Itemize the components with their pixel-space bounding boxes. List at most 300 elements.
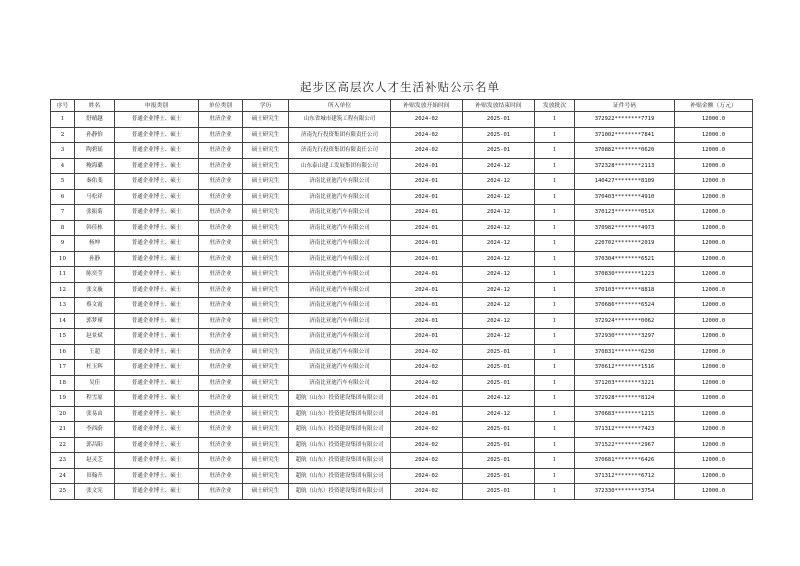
cell-id-number: 371002********7841	[575, 127, 675, 143]
document-title: 起步区高层次人才生活补贴公示名单	[300, 80, 500, 94]
cell-end-date: 2024-12	[463, 282, 535, 298]
cell-name: 舒晴越	[75, 112, 115, 128]
cell-start-date: 2024-01	[391, 298, 463, 314]
cell-batch: 1	[535, 422, 575, 438]
cell-amount: 12000.0	[675, 158, 753, 174]
cell-id-number: 370683********1215	[575, 406, 675, 422]
cell-start-date: 2024-01	[391, 158, 463, 174]
table-row	[51, 189, 753, 205]
cell-end-date: 2025-01	[463, 360, 535, 376]
cell-id-number: 370982********4973	[575, 220, 675, 236]
cell-education: 硕士研究生	[243, 298, 289, 314]
cell-education: 硕士研究生	[243, 453, 289, 469]
cell-start-date: 2024-02	[391, 375, 463, 391]
cell-end-date: 2024-12	[463, 313, 535, 329]
cell-end-date: 2025-01	[463, 127, 535, 143]
cell-id-number: 372930********3297	[575, 329, 675, 345]
cell-index: 21	[51, 422, 75, 438]
cell-id-number: 371522********2967	[575, 437, 675, 453]
cell-amount: 12000.0	[675, 205, 753, 221]
cell-batch: 1	[535, 267, 575, 283]
cell-unit-type: 驻济企业	[199, 189, 243, 205]
cell-amount: 12000.0	[675, 422, 753, 438]
cell-unit-type: 驻济企业	[199, 437, 243, 453]
cell-start-date: 2024-02	[391, 360, 463, 376]
cell-end-date: 2025-01	[463, 375, 535, 391]
cell-name: 陈奕莹	[75, 267, 115, 283]
cell-end-date: 2025-01	[463, 437, 535, 453]
cell-start-date: 2024-01	[391, 406, 463, 422]
cell-amount: 12000.0	[675, 453, 753, 469]
table-row	[51, 484, 753, 500]
cell-id-number: 370882********0620	[575, 143, 675, 159]
cell-id-number: 372928********8124	[575, 391, 675, 407]
cell-id-number: 371312********6712	[575, 468, 675, 484]
cell-employer: 山东省城市建筑工程有限公司	[289, 112, 391, 128]
table-row	[51, 375, 753, 391]
cell-id-number: 370831********6230	[575, 344, 675, 360]
cell-name: 赵景斌	[75, 329, 115, 345]
cell-index: 23	[51, 453, 75, 469]
cell-unit-type: 驻济企业	[199, 313, 243, 329]
cell-unit-type: 驻济企业	[199, 406, 243, 422]
cell-category: 普通企业博士、硕士	[115, 484, 199, 500]
header-education: 学历	[243, 100, 289, 112]
cell-index: 13	[51, 298, 75, 314]
cell-education: 硕士研究生	[243, 406, 289, 422]
cell-end-date: 2024-12	[463, 391, 535, 407]
cell-employer: 济南先行投资集团有限责任公司	[289, 143, 391, 159]
cell-batch: 1	[535, 344, 575, 360]
cell-education: 硕士研究生	[243, 422, 289, 438]
cell-unit-type: 驻济企业	[199, 282, 243, 298]
table-row	[51, 468, 753, 484]
table-row	[51, 127, 753, 143]
cell-amount: 12000.0	[675, 112, 753, 128]
cell-unit-type: 驻济企业	[199, 391, 243, 407]
cell-batch: 1	[535, 313, 575, 329]
cell-start-date: 2024-01	[391, 251, 463, 267]
cell-index: 12	[51, 282, 75, 298]
cell-category: 普通企业博士、硕士	[115, 406, 199, 422]
cell-category: 普通企业博士、硕士	[115, 453, 199, 469]
cell-index: 24	[51, 468, 75, 484]
table-row	[51, 344, 753, 360]
table-row	[51, 220, 753, 236]
cell-batch: 1	[535, 329, 575, 345]
cell-employer: 超航（山东）投资建设集团有限公司	[289, 406, 391, 422]
table-row	[51, 158, 753, 174]
cell-employer: 济南比亚迪汽车有限公司	[289, 251, 391, 267]
cell-name: 田翰升	[75, 468, 115, 484]
cell-name: 孙静	[75, 251, 115, 267]
cell-amount: 12000.0	[675, 484, 753, 500]
cell-name: 郭梦瑾	[75, 313, 115, 329]
cell-amount: 12000.0	[675, 391, 753, 407]
cell-employer: 超航（山东）投资建设集团有限公司	[289, 484, 391, 500]
cell-category: 普通企业博士、硕士	[115, 375, 199, 391]
cell-education: 硕士研究生	[243, 360, 289, 376]
cell-batch: 1	[535, 158, 575, 174]
table-header-row	[51, 100, 753, 112]
header-batch: 发放批次	[535, 100, 575, 112]
cell-start-date: 2024-02	[391, 484, 463, 500]
cell-amount: 12000.0	[675, 313, 753, 329]
cell-employer: 济南比亚迪汽车有限公司	[289, 329, 391, 345]
cell-name: 程雪原	[75, 391, 115, 407]
cell-index: 9	[51, 236, 75, 252]
cell-category: 普通企业博士、硕士	[115, 267, 199, 283]
header-name: 姓名	[75, 100, 115, 112]
header-id-number: 证件号码	[575, 100, 675, 112]
cell-start-date: 2024-01	[391, 313, 463, 329]
header-category: 申报类别	[115, 100, 199, 112]
cell-end-date: 2024-12	[463, 236, 535, 252]
cell-unit-type: 驻济企业	[199, 453, 243, 469]
cell-id-number: 371312********7423	[575, 422, 675, 438]
cell-amount: 12000.0	[675, 189, 753, 205]
cell-end-date: 2024-12	[463, 189, 535, 205]
cell-amount: 12000.0	[675, 329, 753, 345]
cell-unit-type: 驻济企业	[199, 220, 243, 236]
cell-id-number: 372328********2113	[575, 158, 675, 174]
cell-category: 普通企业博士、硕士	[115, 360, 199, 376]
cell-id-number: 370612********1516	[575, 360, 675, 376]
cell-category: 普通企业博士、硕士	[115, 220, 199, 236]
cell-employer: 济南比亚迪汽车有限公司	[289, 205, 391, 221]
cell-end-date: 2025-01	[463, 143, 535, 159]
cell-start-date: 2024-02	[391, 127, 463, 143]
cell-index: 4	[51, 158, 75, 174]
table-row	[51, 422, 753, 438]
cell-category: 普通企业博士、硕士	[115, 282, 199, 298]
cell-unit-type: 驻济企业	[199, 267, 243, 283]
header-amount: 补贴金额（万元）	[675, 100, 753, 112]
cell-batch: 1	[535, 484, 575, 500]
cell-amount: 12000.0	[675, 267, 753, 283]
cell-name: 陶碧瑶	[75, 143, 115, 159]
cell-unit-type: 驻济企业	[199, 329, 243, 345]
table-row	[51, 282, 753, 298]
cell-id-number: 372922********7719	[575, 112, 675, 128]
cell-employer: 济南比亚迪汽车有限公司	[289, 174, 391, 190]
cell-batch: 1	[535, 236, 575, 252]
cell-end-date: 2024-12	[463, 329, 535, 345]
cell-start-date: 2024-01	[391, 282, 463, 298]
cell-amount: 12000.0	[675, 236, 753, 252]
cell-amount: 12000.0	[675, 360, 753, 376]
cell-category: 普通企业博士、硕士	[115, 112, 199, 128]
cell-education: 硕士研究生	[243, 189, 289, 205]
cell-name: 鲍海璐	[75, 158, 115, 174]
cell-id-number: 372330********3754	[575, 484, 675, 500]
cell-amount: 12000.0	[675, 468, 753, 484]
header-end-date: 补贴发放结束时间	[463, 100, 535, 112]
cell-name: 孙静怡	[75, 127, 115, 143]
cell-index: 19	[51, 391, 75, 407]
cell-amount: 12000.0	[675, 298, 753, 314]
cell-end-date: 2025-01	[463, 344, 535, 360]
cell-start-date: 2024-01	[391, 205, 463, 221]
subsidy-roster-table	[50, 99, 753, 500]
cell-education: 硕士研究生	[243, 127, 289, 143]
cell-amount: 12000.0	[675, 406, 753, 422]
cell-end-date: 2024-12	[463, 205, 535, 221]
cell-employer: 济南比亚迪汽车有限公司	[289, 267, 391, 283]
cell-index: 6	[51, 189, 75, 205]
cell-index: 3	[51, 143, 75, 159]
table-body	[51, 112, 753, 500]
cell-category: 普通企业博士、硕士	[115, 143, 199, 159]
header-employer: 所入单位	[289, 100, 391, 112]
cell-name: 赵灵芝	[75, 453, 115, 469]
cell-employer: 济南比亚迪汽车有限公司	[289, 236, 391, 252]
cell-unit-type: 驻济企业	[199, 127, 243, 143]
cell-start-date: 2024-02	[391, 453, 463, 469]
cell-start-date: 2024-02	[391, 112, 463, 128]
cell-index: 5	[51, 174, 75, 190]
cell-batch: 1	[535, 406, 575, 422]
cell-unit-type: 驻济企业	[199, 236, 243, 252]
table-row	[51, 112, 753, 128]
cell-category: 普通企业博士、硕士	[115, 391, 199, 407]
cell-employer: 山东泰山建工发展集团有限公司	[289, 158, 391, 174]
cell-employer: 济南比亚迪汽车有限公司	[289, 189, 391, 205]
cell-education: 硕士研究生	[243, 205, 289, 221]
cell-end-date: 2024-12	[463, 220, 535, 236]
cell-category: 普通企业博士、硕士	[115, 437, 199, 453]
cell-employer: 济南比亚迪汽车有限公司	[289, 220, 391, 236]
cell-unit-type: 驻济企业	[199, 360, 243, 376]
cell-batch: 1	[535, 174, 575, 190]
cell-batch: 1	[535, 251, 575, 267]
cell-education: 硕士研究生	[243, 391, 289, 407]
cell-id-number: 371203********3221	[575, 375, 675, 391]
cell-name: 杨坤	[75, 236, 115, 252]
table-row	[51, 236, 753, 252]
cell-name: 吴佳	[75, 375, 115, 391]
cell-employer: 超航（山东）投资建设集团有限公司	[289, 453, 391, 469]
cell-id-number: 370123********051X	[575, 205, 675, 221]
cell-end-date: 2025-01	[463, 422, 535, 438]
table-row	[51, 406, 753, 422]
cell-end-date: 2025-01	[463, 468, 535, 484]
cell-education: 硕士研究生	[243, 174, 289, 190]
cell-unit-type: 驻济企业	[199, 251, 243, 267]
header-start-date: 补贴发放开始时间	[391, 100, 463, 112]
cell-unit-type: 驻济企业	[199, 468, 243, 484]
cell-batch: 1	[535, 453, 575, 469]
cell-name: 韩佳栋	[75, 220, 115, 236]
cell-index: 7	[51, 205, 75, 221]
table-row	[51, 329, 753, 345]
cell-batch: 1	[535, 298, 575, 314]
cell-start-date: 2024-01	[391, 236, 463, 252]
cell-id-number: 370304********6521	[575, 251, 675, 267]
cell-education: 硕士研究生	[243, 220, 289, 236]
cell-amount: 12000.0	[675, 127, 753, 143]
cell-start-date: 2024-02	[391, 344, 463, 360]
cell-name: 蔡文霞	[75, 298, 115, 314]
cell-start-date: 2024-01	[391, 267, 463, 283]
cell-name: 马松祥	[75, 189, 115, 205]
cell-category: 普通企业博士、硕士	[115, 174, 199, 190]
cell-category: 普通企业博士、硕士	[115, 236, 199, 252]
cell-employer: 超航（山东）投资建设集团有限公司	[289, 468, 391, 484]
cell-name: 王超	[75, 344, 115, 360]
cell-employer: 超航（山东）投资建设集团有限公司	[289, 437, 391, 453]
cell-amount: 12000.0	[675, 344, 753, 360]
table-row	[51, 267, 753, 283]
cell-index: 8	[51, 220, 75, 236]
cell-batch: 1	[535, 468, 575, 484]
cell-unit-type: 驻济企业	[199, 174, 243, 190]
cell-name: 秦佑斐	[75, 174, 115, 190]
table-row	[51, 437, 753, 453]
cell-start-date: 2024-01	[391, 329, 463, 345]
header-index: 序号	[51, 100, 75, 112]
cell-category: 普通企业博士、硕士	[115, 329, 199, 345]
table-row	[51, 298, 753, 314]
cell-category: 普通企业博士、硕士	[115, 468, 199, 484]
cell-unit-type: 驻济企业	[199, 143, 243, 159]
cell-education: 硕士研究生	[243, 344, 289, 360]
cell-end-date: 2025-01	[463, 112, 535, 128]
cell-category: 普通企业博士、硕士	[115, 298, 199, 314]
cell-name: 李西蔚	[75, 422, 115, 438]
cell-batch: 1	[535, 189, 575, 205]
cell-unit-type: 驻济企业	[199, 484, 243, 500]
cell-end-date: 2024-12	[463, 158, 535, 174]
cell-start-date: 2024-02	[391, 143, 463, 159]
cell-education: 硕士研究生	[243, 112, 289, 128]
cell-category: 普通企业博士、硕士	[115, 205, 199, 221]
cell-batch: 1	[535, 112, 575, 128]
cell-index: 18	[51, 375, 75, 391]
cell-batch: 1	[535, 437, 575, 453]
table-row	[51, 143, 753, 159]
cell-name: 张易由	[75, 406, 115, 422]
cell-name: 郭昌阳	[75, 437, 115, 453]
cell-id-number: 220702********2019	[575, 236, 675, 252]
cell-id-number: 372924********0062	[575, 313, 675, 329]
cell-index: 15	[51, 329, 75, 345]
cell-employer: 超航（山东）投资建设集团有限公司	[289, 422, 391, 438]
cell-batch: 1	[535, 375, 575, 391]
cell-batch: 1	[535, 143, 575, 159]
cell-education: 硕士研究生	[243, 282, 289, 298]
cell-index: 10	[51, 251, 75, 267]
cell-category: 普通企业博士、硕士	[115, 422, 199, 438]
cell-unit-type: 驻济企业	[199, 205, 243, 221]
cell-index: 14	[51, 313, 75, 329]
cell-batch: 1	[535, 360, 575, 376]
cell-education: 硕士研究生	[243, 329, 289, 345]
cell-education: 硕士研究生	[243, 251, 289, 267]
cell-index: 16	[51, 344, 75, 360]
cell-unit-type: 驻济企业	[199, 375, 243, 391]
cell-id-number: 370103********8818	[575, 282, 675, 298]
cell-name: 张振菊	[75, 205, 115, 221]
cell-employer: 济南比亚迪汽车有限公司	[289, 360, 391, 376]
table-row	[51, 251, 753, 267]
cell-start-date: 2024-02	[391, 468, 463, 484]
cell-index: 22	[51, 437, 75, 453]
cell-index: 11	[51, 267, 75, 283]
table-row	[51, 360, 753, 376]
table-row	[51, 205, 753, 221]
cell-start-date: 2024-01	[391, 220, 463, 236]
cell-unit-type: 驻济企业	[199, 112, 243, 128]
cell-education: 硕士研究生	[243, 158, 289, 174]
cell-education: 硕士研究生	[243, 267, 289, 283]
cell-education: 硕士研究生	[243, 236, 289, 252]
cell-employer: 济南比亚迪汽车有限公司	[289, 344, 391, 360]
cell-end-date: 2025-01	[463, 484, 535, 500]
cell-index: 1	[51, 112, 75, 128]
table-row	[51, 174, 753, 190]
cell-amount: 12000.0	[675, 174, 753, 190]
cell-start-date: 2024-02	[391, 437, 463, 453]
cell-employer: 济南比亚迪汽车有限公司	[289, 313, 391, 329]
cell-start-date: 2024-01	[391, 391, 463, 407]
cell-name: 杜玉辉	[75, 360, 115, 376]
cell-education: 硕士研究生	[243, 313, 289, 329]
cell-education: 硕士研究生	[243, 437, 289, 453]
header-unit-type: 单位类别	[199, 100, 243, 112]
cell-batch: 1	[535, 220, 575, 236]
cell-employer: 超航（山东）投资建设集团有限公司	[289, 391, 391, 407]
cell-index: 17	[51, 360, 75, 376]
cell-id-number: 370686********6524	[575, 298, 675, 314]
cell-start-date: 2024-02	[391, 422, 463, 438]
cell-end-date: 2024-12	[463, 251, 535, 267]
cell-index: 20	[51, 406, 75, 422]
cell-amount: 12000.0	[675, 143, 753, 159]
cell-batch: 1	[535, 205, 575, 221]
cell-unit-type: 驻济企业	[199, 158, 243, 174]
cell-education: 硕士研究生	[243, 468, 289, 484]
cell-id-number: 370681********6426	[575, 453, 675, 469]
cell-category: 普通企业博士、硕士	[115, 313, 199, 329]
cell-id-number: 140427********8109	[575, 174, 675, 190]
cell-category: 普通企业博士、硕士	[115, 344, 199, 360]
cell-education: 硕士研究生	[243, 484, 289, 500]
cell-end-date: 2025-01	[463, 453, 535, 469]
cell-category: 普通企业博士、硕士	[115, 127, 199, 143]
cell-index: 25	[51, 484, 75, 500]
cell-category: 普通企业博士、硕士	[115, 158, 199, 174]
cell-education: 硕士研究生	[243, 375, 289, 391]
cell-start-date: 2024-01	[391, 174, 463, 190]
cell-unit-type: 驻济企业	[199, 344, 243, 360]
cell-employer: 济南比亚迪汽车有限公司	[289, 298, 391, 314]
table-row	[51, 313, 753, 329]
cell-unit-type: 驻济企业	[199, 298, 243, 314]
table-row	[51, 391, 753, 407]
cell-name: 张文璇	[75, 282, 115, 298]
cell-batch: 1	[535, 391, 575, 407]
cell-amount: 12000.0	[675, 375, 753, 391]
cell-education: 硕士研究生	[243, 143, 289, 159]
cell-end-date: 2024-12	[463, 298, 535, 314]
cell-category: 普通企业博士、硕士	[115, 189, 199, 205]
cell-amount: 12000.0	[675, 220, 753, 236]
cell-amount: 12000.0	[675, 251, 753, 267]
cell-unit-type: 驻济企业	[199, 422, 243, 438]
cell-employer: 济南比亚迪汽车有限公司	[289, 282, 391, 298]
cell-batch: 1	[535, 127, 575, 143]
